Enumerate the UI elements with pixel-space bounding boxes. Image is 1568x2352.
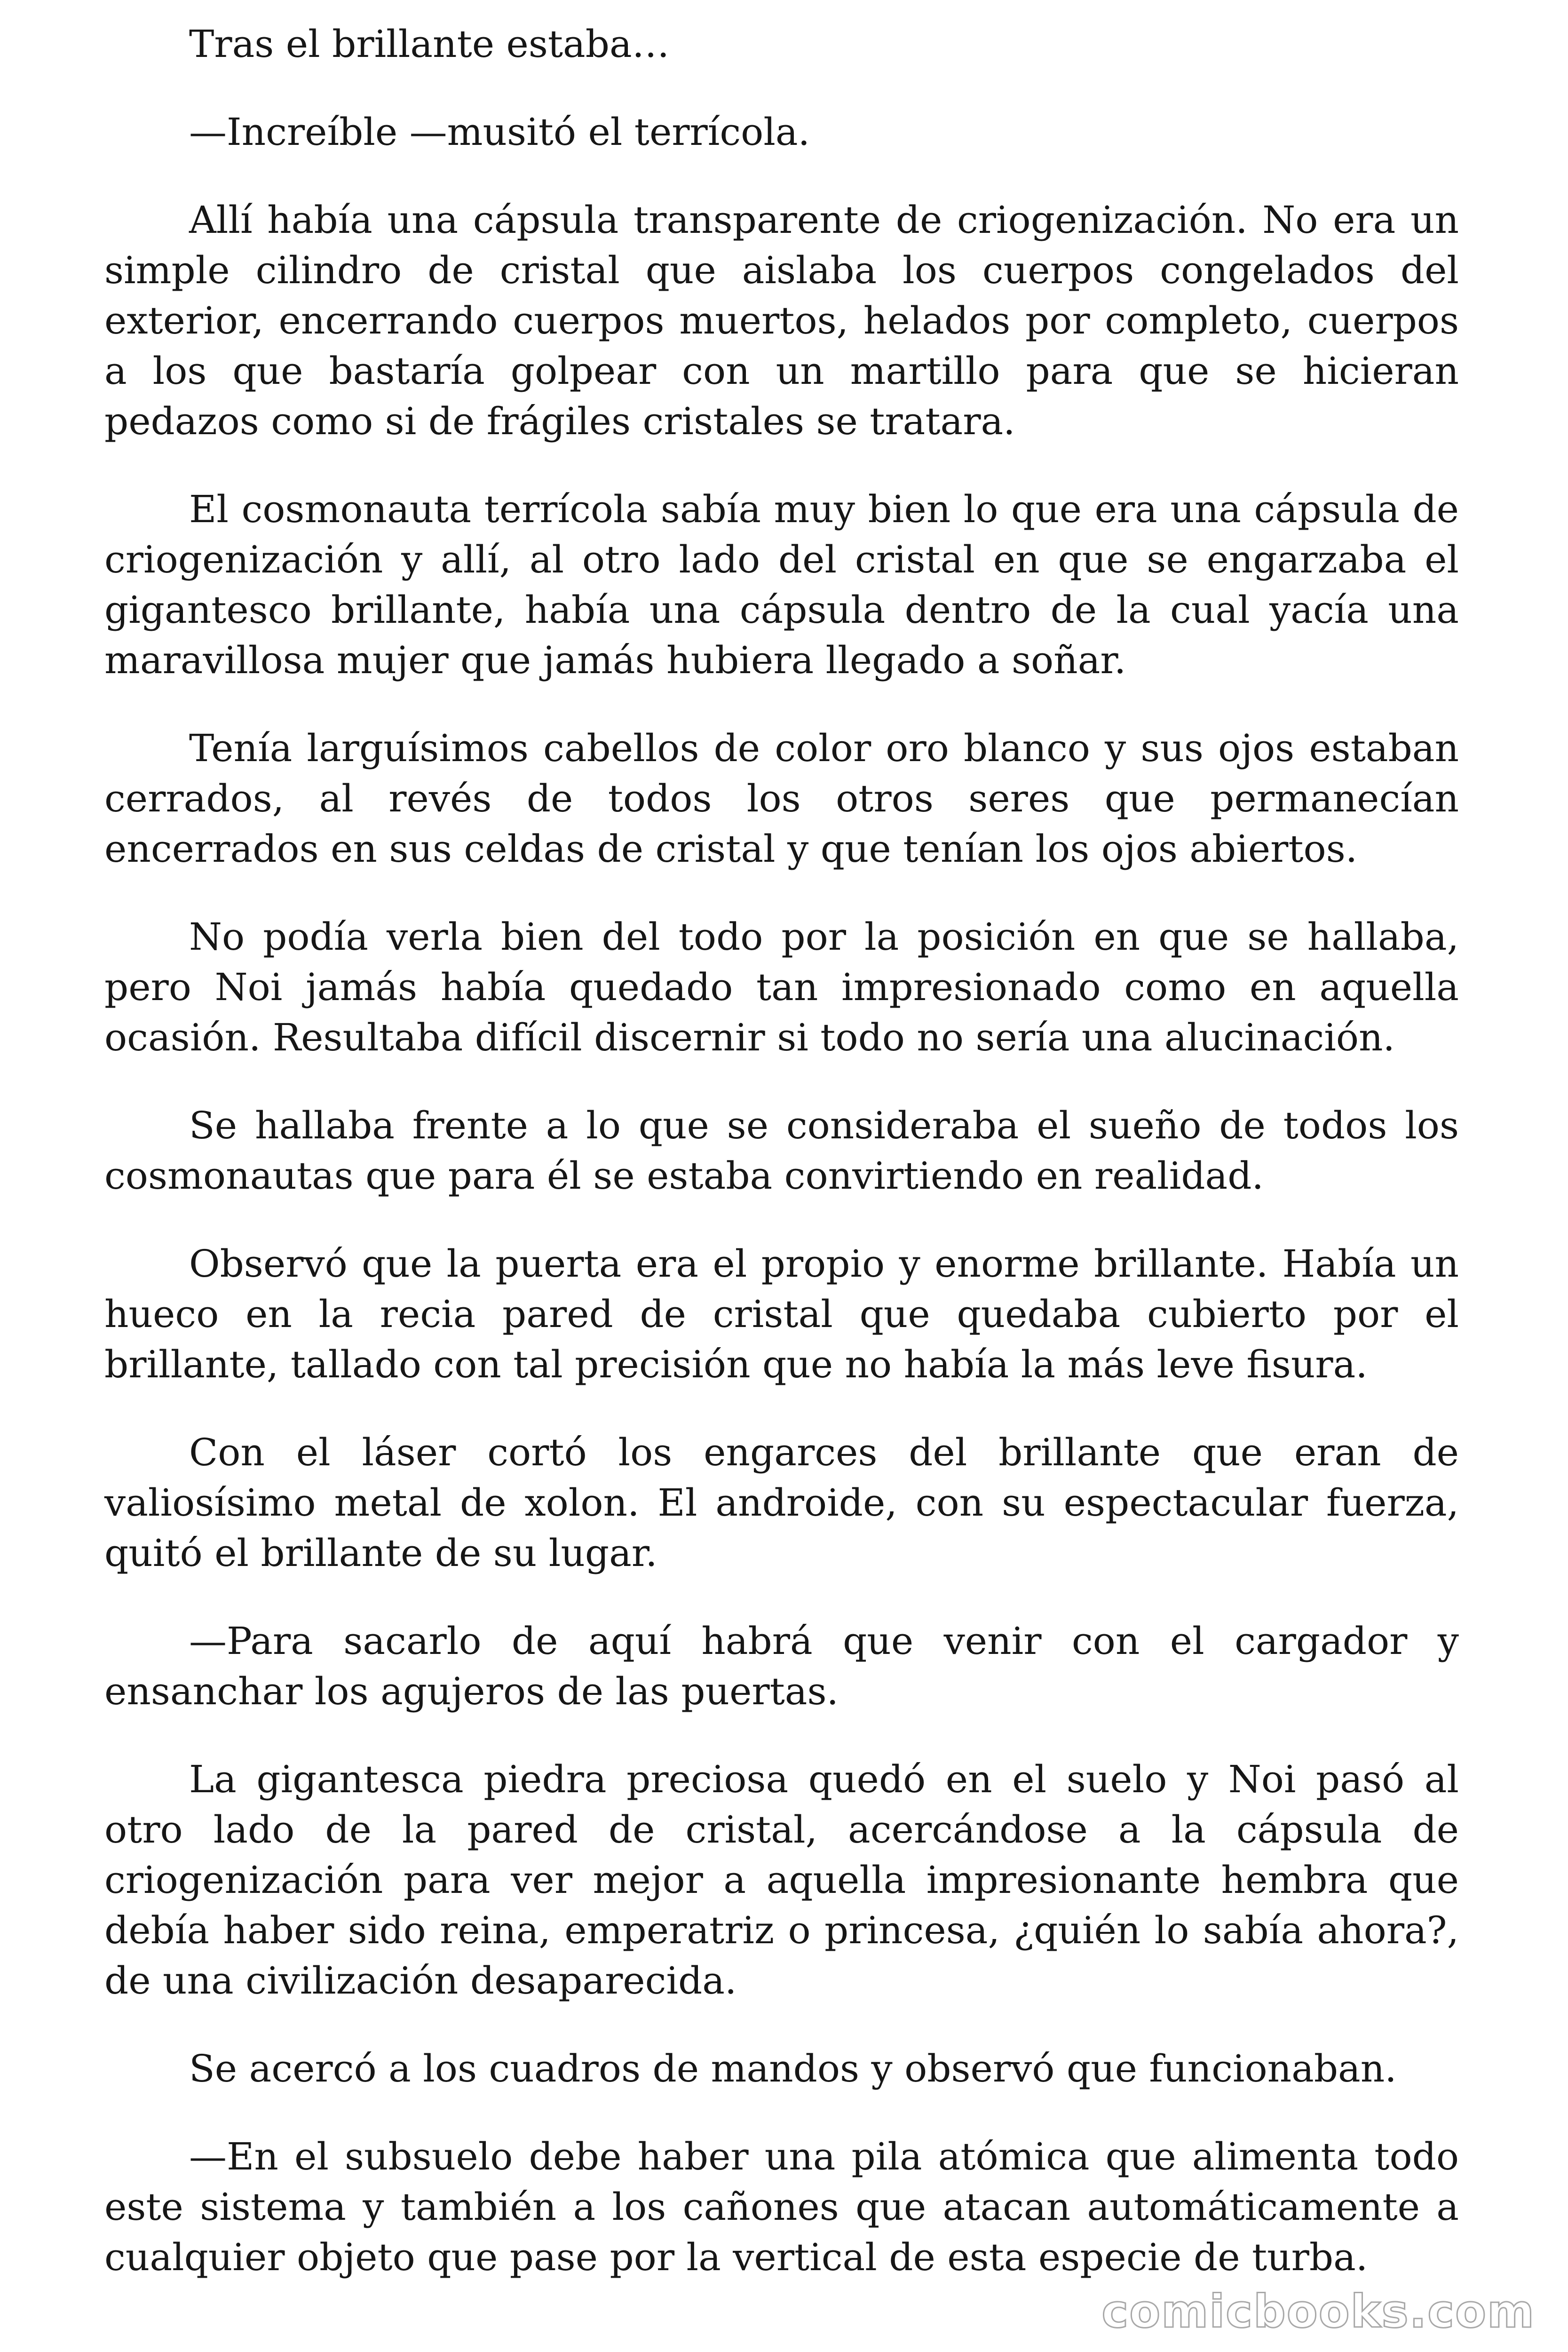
paragraph: Observó que la puerta era el propio y enorme brillante. Había un hueco en la recia pared de cristal que quedaba cubierto por el brillante, tallado con tal precisión que no había la más leve fisura.	[104, 1242, 1459, 1386]
paragraph: Se hallaba frente a lo que se consideraba el sueño de todos los cosmonautas que para él se estaba convirtiendo en realidad.	[104, 1104, 1459, 1198]
paragraph: Con el láser cortó los engarces del brillante que eran de valiosísimo metal de xolon. El androide, con su espectacular fuerza, quitó el brillante de su lugar.	[104, 1430, 1459, 1575]
paragraph: La gigantesca piedra preciosa quedó en el suelo y Noi pasó al otro lado de la pared de cristal, acercándose a la cápsula de criogenización para ver mejor a aquella impresionante hembra que debía haber sido reina, emperatriz o princesa, ¿quién lo sabía ahora?, de una civilización desaparecida.	[104, 1757, 1459, 2002]
paragraph: Tras el brillante estaba…	[189, 22, 670, 66]
watermark: comicbooks.com	[1101, 2285, 1535, 2338]
paragraph: —Para sacarlo de aquí habrá que venir con el cargador y ensanchar los agujeros de las puertas.	[104, 1619, 1459, 1713]
paragraph: —En el subsuelo debe haber una pila atómica que alimenta todo este sistema y también a los cañones que atacan automáticamente a cualquier objeto que pase por la vertical de esta especie de turba.	[104, 2135, 1459, 2279]
paragraph: Se acercó a los cuadros de mandos y observó que funcionaban.	[189, 2047, 1397, 2090]
paragraph: Allí había una cápsula transparente de criogenización. No era un simple cilindro de cristal que aislaba los cuerpos congelados del exterior, encerrando cuerpos muertos, helados por completo, cuerpos a los que bastaría golpear con un martillo para que se hicieran pedazos como si de frágiles cristales se tratara.	[104, 198, 1459, 443]
paragraph: El cosmonauta terrícola sabía muy bien lo que era una cápsula de criogenización y allí, al otro lado del cristal en que se engarzaba el gigantesco brillante, había una cápsula dentro de la cual yacía una maravillosa mujer que jamás hubiera llegado a soñar.	[104, 487, 1459, 682]
paragraph: Tenía larguísimos cabellos de color oro blanco y sus ojos estaban cerrados, al revés de todos los otros seres que permanecían encerrados en sus celdas de cristal y que tenían los ojos abiertos.	[104, 726, 1459, 871]
paragraph: —Increíble —musitó el terrícola.	[189, 110, 810, 154]
body-text	[104, 19, 1459, 2320]
paragraph: No podía verla bien del todo por la posición en que se hallaba, pero Noi jamás había quedado tan impresionado como en aquella ocasión. Resultaba difícil discernir si todo no sería una alucinación.	[104, 915, 1459, 1059]
